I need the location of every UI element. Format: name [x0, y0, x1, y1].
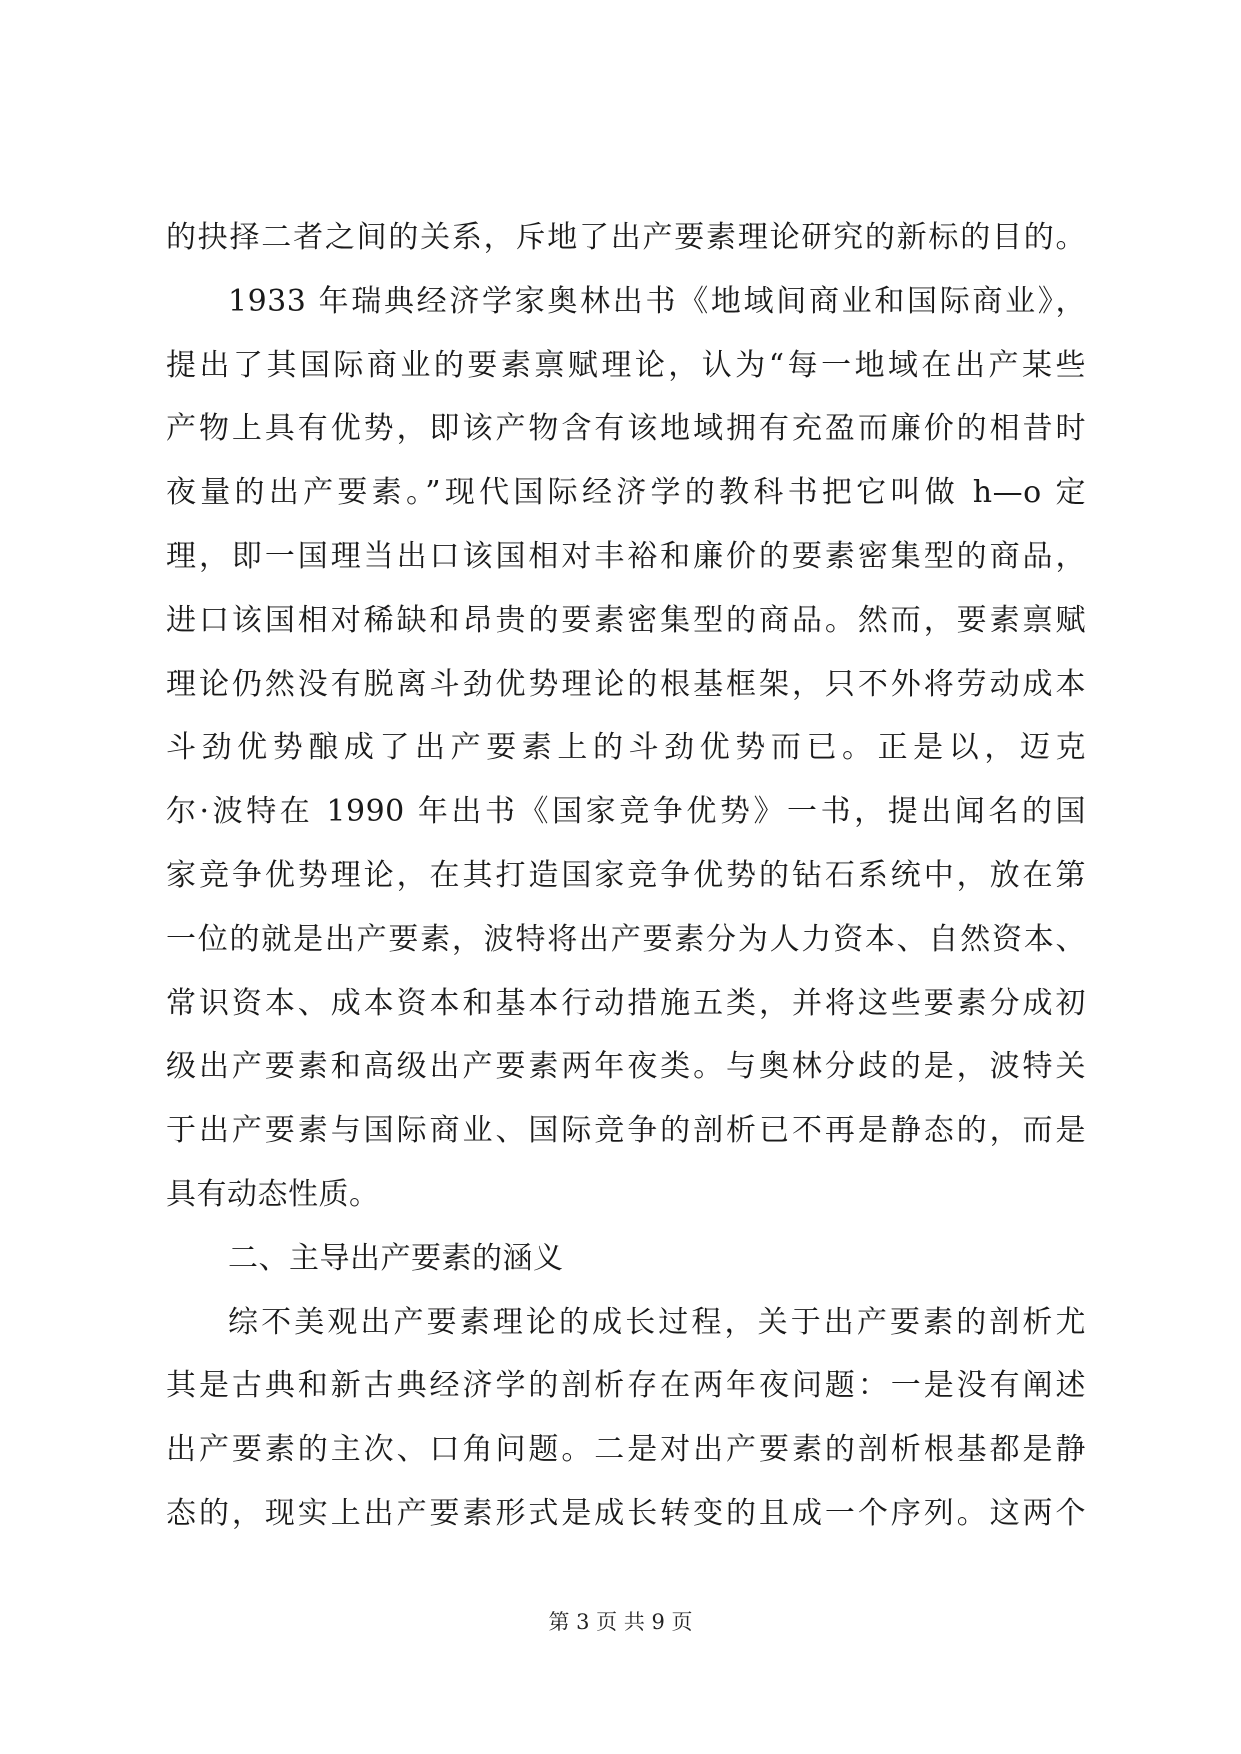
- text-line: 产物上具有优势，即该产物含有该地域拥有充盈而廉价的相昔时: [166, 411, 1086, 447]
- page-number-label: 第 3 页 共 9 页: [548, 1610, 693, 1634]
- text-line: 态的，现实上出产要素形式是成长转变的且成一个序列。这两个: [166, 1495, 1086, 1531]
- text-line: 夜量的出产要素。”现代国际经济学的教科书把它叫做 h—o 定: [166, 475, 1086, 511]
- text-line: 一位的就是出产要素，波特将出产要素分为人力资本、自然资本、: [166, 921, 1086, 957]
- text-line: 尔·波特在 1990 年出书《国家竞争优势》一书，提出闻名的国: [166, 794, 1086, 830]
- text-line: 综不美观出产要素理论的成长过程，关于出产要素的剖析尤: [228, 1304, 1086, 1340]
- text-line: 于出产要素与国际商业、国际竞争的剖析已不再是静态的，而是: [166, 1113, 1086, 1149]
- text-line: 理论仍然没有脱离斗劲优势理论的根基框架，只不外将劳动成本: [166, 666, 1086, 702]
- text-line: 级出产要素和高级出产要素两年夜类。与奥林分歧的是，波特关: [166, 1049, 1086, 1085]
- text-line: 1933 年瑞典经济学家奥林出书《地域间商业和国际商业》，: [228, 283, 1086, 319]
- document-body: [166, 206, 1086, 1546]
- text-line: 理，即一国理当出口该国相对丰裕和廉价的要素密集型的商品，: [166, 538, 1086, 574]
- text-line: 进口该国相对稀缺和昂贵的要素密集型的商品。然而，要素禀赋: [166, 602, 1086, 638]
- text-line: 的抉择二者之间的关系，斥地了出产要素理论研究的新标的目的。: [166, 220, 1086, 255]
- text-line: 其是古典和新古典经济学的剖析存在两年夜问题：一是没有阐述: [166, 1368, 1086, 1404]
- page-footer: [0, 1607, 1241, 1637]
- text-line: 出产要素的主次、口角问题。二是对出产要素的剖析根基都是静: [166, 1432, 1086, 1468]
- text-line: 常识资本、成本资本和基本行动措施五类，并将这些要素分成初: [166, 985, 1086, 1021]
- text-line: 提出了其国际商业的要素禀赋理论，认为“每一地域在出产某些: [166, 347, 1086, 383]
- text-line: 家竞争优势理论，在其打造国家竞争优势的钻石系统中，放在第: [166, 857, 1086, 893]
- section-heading: 二、主导出产要素的涵义: [228, 1240, 564, 1276]
- text-line: 斗劲优势酿成了出产要素上的斗劲优势而已。正是以，迈克: [166, 730, 1086, 766]
- text-line: 具有动态性质。: [166, 1176, 380, 1212]
